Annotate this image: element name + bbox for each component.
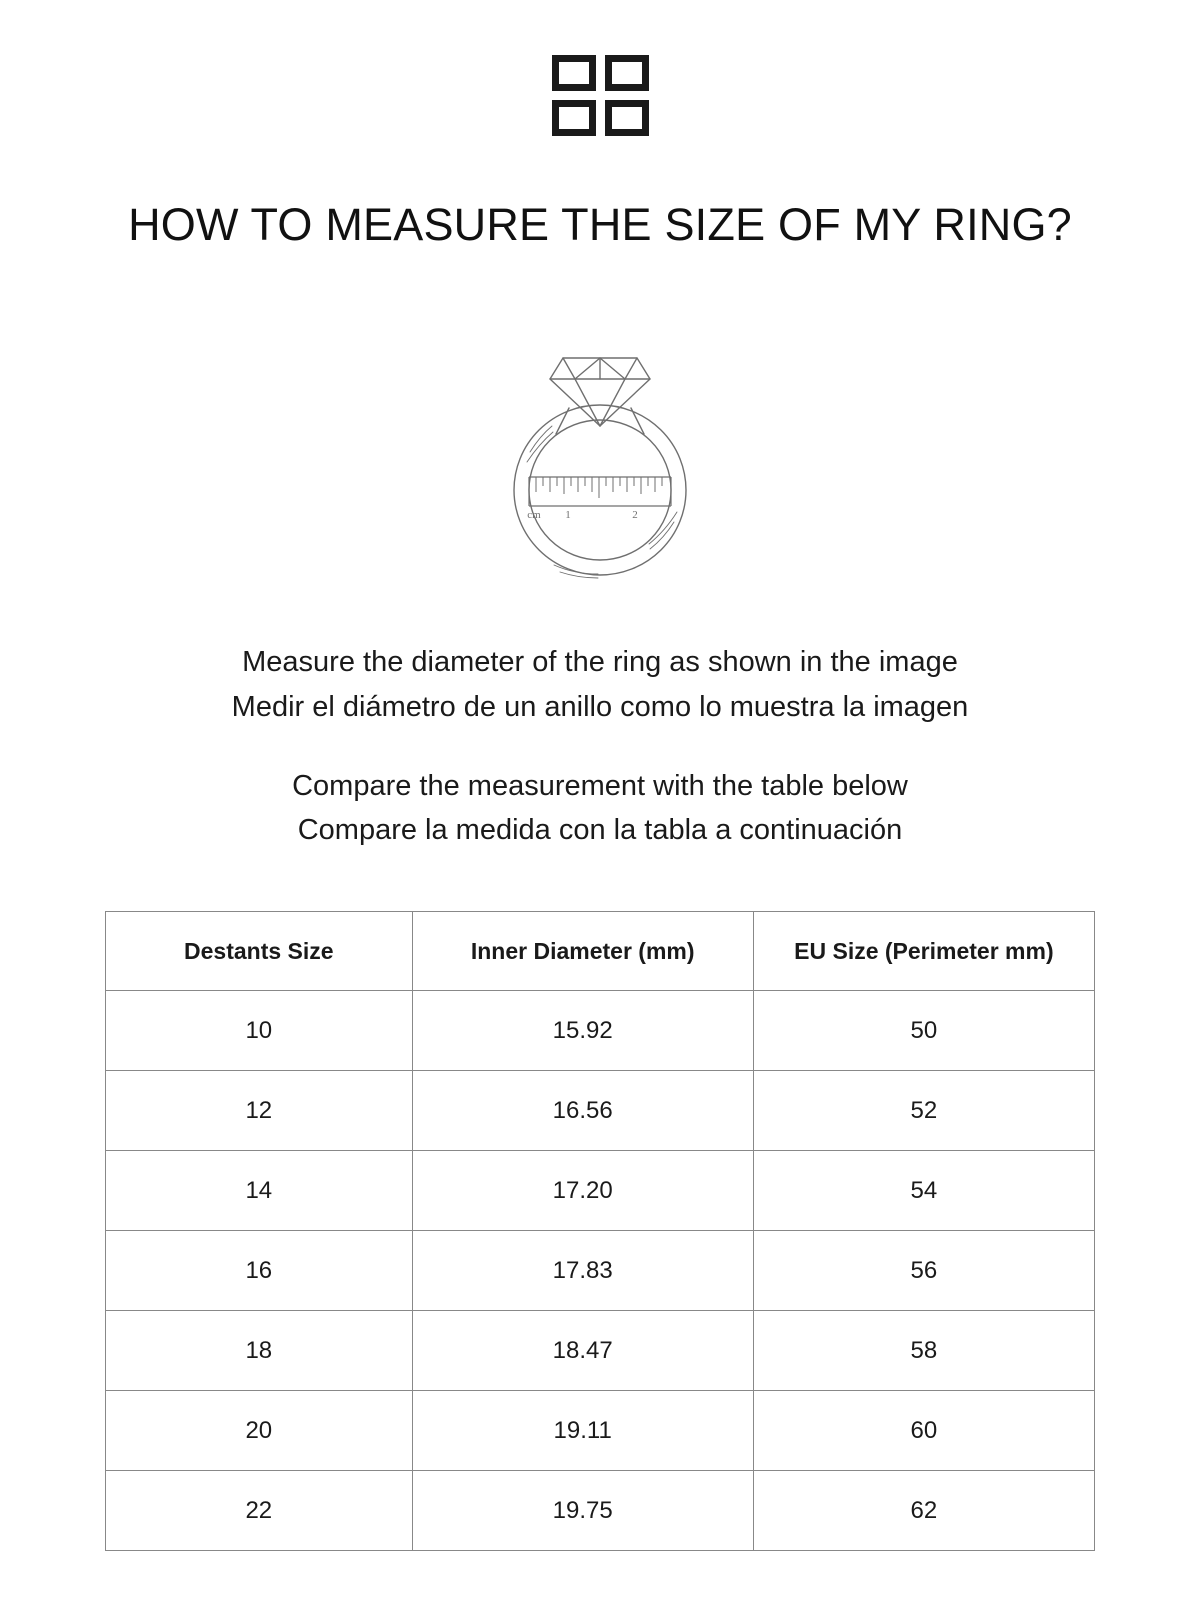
- cell-eu-size: 54: [753, 1151, 1094, 1231]
- cell-eu-size: 56: [753, 1231, 1094, 1311]
- cell-eu-size: 60: [753, 1391, 1094, 1471]
- cell-inner-diameter: 17.20: [412, 1151, 753, 1231]
- page-title: HOW TO MEASURE THE SIZE OF MY RING?: [128, 199, 1072, 250]
- ruler-tick-label-1: 1: [565, 508, 571, 521]
- cell-destants-size: 14: [106, 1151, 413, 1231]
- diamond-ring-with-ruler-icon: [470, 322, 730, 592]
- table-row: [106, 1071, 1095, 1151]
- size-table-wrapper: [105, 911, 1095, 1551]
- cell-destants-size: 20: [106, 1391, 413, 1471]
- table-row: [106, 1471, 1095, 1551]
- cell-eu-size: 62: [753, 1471, 1094, 1551]
- cell-destants-size: 12: [106, 1071, 413, 1151]
- table-header-inner-diameter: Inner Diameter (mm): [412, 912, 753, 991]
- table-row: [106, 1231, 1095, 1311]
- cell-inner-diameter: 19.75: [412, 1471, 753, 1551]
- cell-destants-size: 10: [106, 991, 413, 1071]
- cell-inner-diameter: 16.56: [412, 1071, 753, 1151]
- cell-eu-size: 52: [753, 1071, 1094, 1151]
- table-row: [106, 991, 1095, 1071]
- instruction-block-1: [232, 640, 969, 730]
- table-row: [106, 1311, 1095, 1391]
- cell-destants-size: 22: [106, 1471, 413, 1551]
- logo-cell-bottom-right: [605, 100, 649, 136]
- brand-logo: [552, 52, 649, 138]
- ruler-tick-label-2: 2: [632, 508, 638, 521]
- cell-inner-diameter: 15.92: [412, 991, 753, 1071]
- table-row: [106, 1391, 1095, 1471]
- logo-cell-top-right: [605, 55, 649, 91]
- instruction-line-es-2: Compare la medida con la tabla a continuación: [297, 814, 903, 847]
- ring-size-table: [105, 911, 1095, 1551]
- cell-inner-diameter: 18.47: [412, 1311, 753, 1391]
- cell-inner-diameter: 17.83: [412, 1231, 753, 1311]
- cell-destants-size: 18: [106, 1311, 413, 1391]
- instruction-line-es-1: Medir el diámetro de un anillo como lo muestra la imagen: [231, 690, 969, 723]
- logo-grid: [552, 55, 649, 136]
- table-header-eu-size: EU Size (Perimeter mm): [753, 912, 1094, 991]
- instruction-line-en-1: Measure the diameter of the ring as shown in the image: [242, 645, 958, 678]
- table-header-destants-size: Destants Size: [106, 912, 413, 991]
- cell-inner-diameter: 19.11: [412, 1391, 753, 1471]
- cell-eu-size: 50: [753, 991, 1094, 1071]
- instructions: [232, 640, 969, 854]
- ruler-unit-label: cm: [527, 508, 541, 521]
- logo-cell-top-left: [552, 55, 596, 91]
- instruction-line-en-2: Compare the measurement with the table below: [292, 769, 908, 802]
- table-header-row: [106, 912, 1095, 991]
- logo-cell-bottom-left: [552, 100, 596, 136]
- cell-eu-size: 58: [753, 1311, 1094, 1391]
- cell-destants-size: 16: [106, 1231, 413, 1311]
- table-row: [106, 1151, 1095, 1231]
- instruction-block-2: [232, 764, 969, 854]
